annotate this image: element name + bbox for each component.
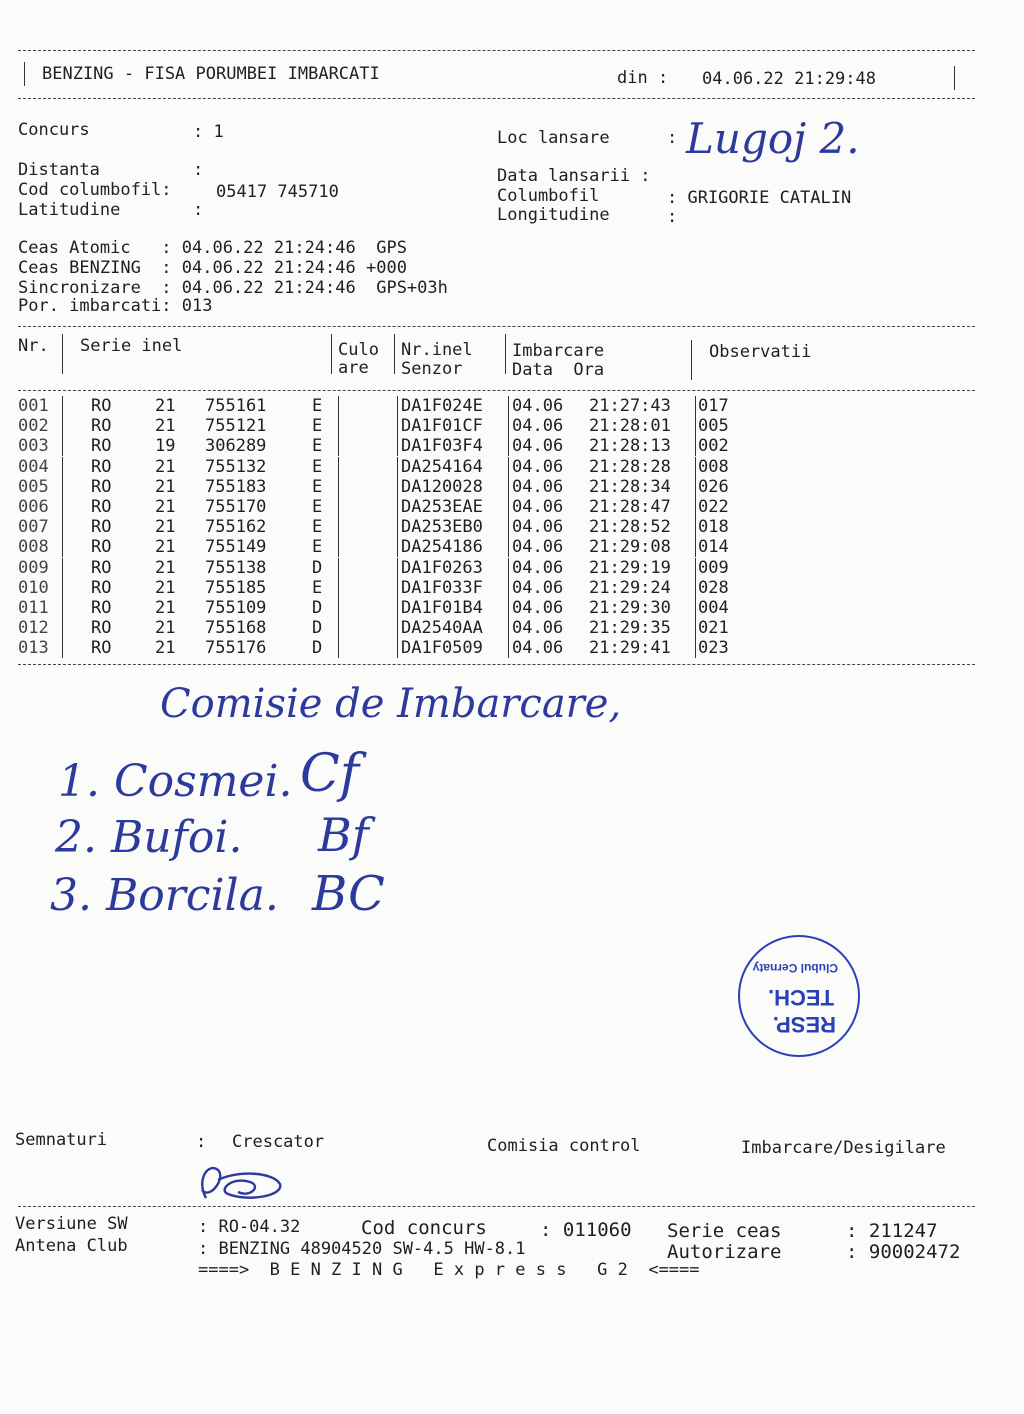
row-divider [62, 477, 63, 497]
clock-sincronizare: Sincronizare : 04.06.22 21:24:46 GPS+03h [18, 278, 448, 298]
row-divider [338, 618, 339, 638]
row-ring: 755149 [205, 537, 267, 557]
row-divider [508, 517, 509, 537]
row-nr: 011 [18, 598, 49, 618]
autorizare-label: Autorizare [667, 1241, 782, 1263]
row-divider [695, 618, 696, 638]
row-divider [695, 396, 696, 416]
row-nr: 012 [18, 618, 49, 638]
col-header-observatii: Observatii [709, 342, 812, 362]
col-header-nr: Nr. [18, 336, 49, 356]
row-divider [508, 618, 509, 638]
row-obs: 014 [698, 537, 729, 557]
col-header-imbarcare: Imbarcare [512, 341, 605, 361]
row-time: 21:29:35 [589, 618, 671, 638]
benzing-banner: ====> B E N Z I N G E x p r e s s G 2 <==== [198, 1260, 700, 1280]
row-sex: E [312, 396, 323, 416]
col-divider [331, 334, 332, 374]
row-divider [62, 537, 63, 557]
row-divider [62, 638, 63, 658]
row-country: RO [91, 436, 112, 456]
row-divider [338, 638, 339, 658]
row-divider [397, 477, 398, 497]
col-header-are: are [338, 358, 369, 378]
row-sex: E [312, 436, 323, 456]
semnaturi-colon: : [196, 1132, 207, 1152]
row-divider [397, 638, 398, 658]
row-divider [508, 396, 509, 416]
row-obs: 021 [698, 618, 729, 638]
row-year: 21 [155, 638, 176, 658]
row-ring: 755161 [205, 396, 267, 416]
row-sex: E [312, 497, 323, 517]
col-divider [62, 334, 63, 374]
row-obs: 018 [698, 517, 729, 537]
row-year: 21 [155, 618, 176, 638]
row-divider [62, 497, 63, 517]
row-country: RO [91, 558, 112, 578]
row-divider [338, 416, 339, 436]
row-date: 04.06 [512, 578, 564, 598]
row-divider [508, 497, 509, 517]
col-divider [691, 340, 692, 380]
row-sex: E [312, 457, 323, 477]
row-year: 21 [155, 578, 176, 598]
row-divider [508, 416, 509, 436]
row-year: 21 [155, 477, 176, 497]
row-ring: 755109 [205, 598, 267, 618]
row-time: 21:28:13 [589, 436, 671, 456]
row-divider [338, 497, 339, 517]
row-ring: 755162 [205, 517, 267, 537]
row-divider [397, 396, 398, 416]
longitudine-label: Longitudine [497, 205, 610, 225]
clock-atomic: Ceas Atomic : 04.06.22 21:24:46 GPS [18, 238, 407, 258]
row-divider [695, 638, 696, 658]
row-ring: 755170 [205, 497, 267, 517]
row-nr: 013 [18, 638, 49, 658]
columbofil-value: : GRIGORIE CATALIN [667, 188, 852, 208]
row-nr: 008 [18, 537, 49, 557]
latitudine-value: : [193, 200, 204, 220]
stamp-line-3: Clubul Cernaty [752, 961, 838, 975]
commission-signature-1: Cf [300, 744, 360, 804]
footer-rule [18, 1206, 975, 1207]
row-date: 04.06 [512, 618, 564, 638]
row-divider [397, 416, 398, 436]
row-divider [695, 436, 696, 456]
concurs-value: : 1 [193, 122, 224, 142]
col-header-data-ora: Data Ora [512, 360, 605, 380]
row-obs: 017 [698, 396, 729, 416]
row-date: 04.06 [512, 457, 564, 477]
row-year: 21 [155, 558, 176, 578]
row-divider [62, 558, 63, 578]
stamp-line-1: RESP. [772, 1012, 836, 1037]
row-nr: 002 [18, 416, 49, 436]
row-obs: 026 [698, 477, 729, 497]
row-date: 04.06 [512, 477, 564, 497]
club-stamp [738, 935, 860, 1057]
row-sensor: DA1F01CF [401, 416, 483, 436]
row-nr: 007 [18, 517, 49, 537]
row-date: 04.06 [512, 436, 564, 456]
clock-benzing: Ceas BENZING : 04.06.22 21:24:46 +000 [18, 258, 407, 278]
row-divider [338, 477, 339, 497]
semnaturi-label: Semnaturi [15, 1130, 108, 1150]
row-divider [338, 396, 339, 416]
row-date: 04.06 [512, 537, 564, 557]
row-country: RO [91, 618, 112, 638]
row-sensor: DA1F0509 [401, 638, 483, 658]
row-divider [338, 558, 339, 578]
row-divider [62, 436, 63, 456]
row-ring: 755183 [205, 477, 267, 497]
antena-value: : BENZING 48904520 SW-4.5 HW-8.1 [198, 1239, 526, 1259]
row-divider [338, 598, 339, 618]
row-divider [62, 457, 63, 477]
row-sensor: DA253EAE [401, 497, 483, 517]
row-sex: D [312, 618, 323, 638]
cod-concurs-value: : 011060 [540, 1219, 632, 1241]
row-obs: 028 [698, 578, 729, 598]
row-divider [62, 416, 63, 436]
header-right-bar [954, 66, 955, 90]
row-time: 21:28:34 [589, 477, 671, 497]
row-nr: 003 [18, 436, 49, 456]
commission-member-1: 1. Cosmei. [58, 756, 293, 807]
col-divider [394, 334, 395, 374]
comisia-control-label: Comisia control [487, 1136, 641, 1156]
row-sex: E [312, 416, 323, 436]
row-year: 21 [155, 497, 176, 517]
header-top-rule [18, 50, 975, 51]
commission-member-2: 2. Bufoi. [55, 812, 243, 863]
row-divider [397, 436, 398, 456]
row-time: 21:29:41 [589, 638, 671, 658]
row-sex: D [312, 598, 323, 618]
row-divider [397, 618, 398, 638]
imbarcare-desigilare-label: Imbarcare/Desigilare [741, 1138, 946, 1158]
row-divider [62, 517, 63, 537]
row-divider [695, 598, 696, 618]
commission-signature-2: Bf [318, 808, 369, 862]
row-sensor: DA1F01B4 [401, 598, 483, 618]
row-divider [508, 436, 509, 456]
row-divider [338, 517, 339, 537]
longitudine-value: : [667, 207, 678, 227]
col-header-serie: Serie inel [80, 336, 183, 356]
row-sensor: DA1F03F4 [401, 436, 483, 456]
row-time: 21:28:28 [589, 457, 671, 477]
row-divider [397, 598, 398, 618]
row-time: 21:28:01 [589, 416, 671, 436]
row-sensor: DA120028 [401, 477, 483, 497]
row-sex: E [312, 517, 323, 537]
row-sex: E [312, 578, 323, 598]
row-country: RO [91, 598, 112, 618]
crescator-signature [188, 1150, 298, 1210]
cod-concurs-label: Cod concurs [361, 1217, 487, 1239]
commission-heading: Comisie de Imbarcare, [160, 681, 622, 727]
row-divider [695, 416, 696, 436]
row-country: RO [91, 537, 112, 557]
row-divider [508, 558, 509, 578]
row-divider [508, 638, 509, 658]
serie-ceas-value: : 211247 [846, 1220, 938, 1242]
row-ring: 755176 [205, 638, 267, 658]
row-time: 21:29:19 [589, 558, 671, 578]
row-time: 21:29:30 [589, 598, 671, 618]
table-header-rule [18, 390, 975, 391]
row-divider [397, 517, 398, 537]
row-obs: 005 [698, 416, 729, 436]
row-obs: 022 [698, 497, 729, 517]
row-divider [695, 578, 696, 598]
row-divider [62, 396, 63, 416]
row-sensor: DA254164 [401, 457, 483, 477]
distanta-label: Distanta [18, 160, 100, 180]
row-year: 19 [155, 436, 176, 456]
row-time: 21:27:43 [589, 396, 671, 416]
row-year: 21 [155, 457, 176, 477]
col-header-nrinel: Nr.inel [401, 340, 473, 360]
row-obs: 023 [698, 638, 729, 658]
row-sensor: DA253EB0 [401, 517, 483, 537]
row-sex: D [312, 558, 323, 578]
col-header-senzor: Senzor [401, 359, 463, 379]
row-divider [508, 457, 509, 477]
row-divider [695, 477, 696, 497]
row-year: 21 [155, 537, 176, 557]
row-sex: E [312, 537, 323, 557]
row-sensor: DA254186 [401, 537, 483, 557]
row-year: 21 [155, 517, 176, 537]
header-din-label: din : [617, 68, 669, 88]
pigeons-embarked: Por. imbarcati: 013 [18, 296, 213, 316]
versiune-label: Versiune SW [15, 1214, 128, 1234]
row-sensor: DA1F0263 [401, 558, 483, 578]
row-divider [397, 558, 398, 578]
row-country: RO [91, 477, 112, 497]
header-left-bar [24, 62, 25, 86]
row-divider [397, 578, 398, 598]
row-time: 21:29:24 [589, 578, 671, 598]
concurs-label: Concurs [18, 120, 90, 140]
commission-member-3: 3. Borcila. [50, 870, 279, 921]
row-date: 04.06 [512, 558, 564, 578]
latitudine-label: Latitudine [18, 200, 121, 220]
table-top-rule [18, 326, 975, 327]
columbofil-label: Columbofil [497, 186, 600, 206]
row-divider [695, 517, 696, 537]
distanta-value: : [193, 160, 204, 180]
row-sex: D [312, 638, 323, 658]
row-date: 04.06 [512, 497, 564, 517]
loc-lansare-label: Loc lansare [497, 128, 610, 148]
stamp-line-2: TECH. [768, 985, 834, 1010]
row-nr: 009 [18, 558, 49, 578]
serie-ceas-label: Serie ceas [667, 1220, 782, 1242]
row-ring: 755185 [205, 578, 267, 598]
row-divider [508, 598, 509, 618]
row-time: 21:29:08 [589, 537, 671, 557]
row-date: 04.06 [512, 416, 564, 436]
row-ring: 755168 [205, 618, 267, 638]
row-country: RO [91, 416, 112, 436]
row-divider [695, 558, 696, 578]
row-divider [508, 578, 509, 598]
row-country: RO [91, 457, 112, 477]
document-title: BENZING - FISA PORUMBEI IMBARCATI [42, 64, 380, 84]
row-divider [397, 497, 398, 517]
row-obs: 009 [698, 558, 729, 578]
row-ring: 755121 [205, 416, 267, 436]
row-sensor: DA1F033F [401, 578, 483, 598]
row-divider [62, 598, 63, 618]
row-sex: E [312, 477, 323, 497]
row-country: RO [91, 517, 112, 537]
row-divider [62, 618, 63, 638]
row-nr: 005 [18, 477, 49, 497]
row-ring: 755138 [205, 558, 267, 578]
row-time: 21:28:52 [589, 517, 671, 537]
row-divider [338, 436, 339, 456]
row-divider [695, 537, 696, 557]
commission-signature-3: BC [312, 866, 385, 922]
row-divider [695, 497, 696, 517]
row-year: 21 [155, 598, 176, 618]
row-divider [397, 457, 398, 477]
row-ring: 306289 [205, 436, 267, 456]
row-sensor: DA2540AA [401, 618, 483, 638]
header-bottom-rule [18, 98, 975, 99]
row-country: RO [91, 396, 112, 416]
cod-columbofil-label: Cod columbofil: [18, 180, 172, 200]
crescator-label: Crescator [232, 1132, 325, 1152]
loc-lansare-colon: : [667, 128, 678, 148]
row-date: 04.06 [512, 517, 564, 537]
row-time: 21:28:47 [589, 497, 671, 517]
row-divider [338, 537, 339, 557]
row-divider [397, 537, 398, 557]
cod-columbofil-value: 05417 745710 [216, 182, 339, 202]
data-lansarii-label: Data lansarii : [497, 166, 651, 186]
row-nr: 001 [18, 396, 49, 416]
row-divider [338, 578, 339, 598]
row-divider [695, 457, 696, 477]
row-obs: 004 [698, 598, 729, 618]
autorizare-value: : 90002472 [846, 1241, 961, 1263]
col-divider [505, 334, 506, 374]
row-nr: 004 [18, 457, 49, 477]
row-divider [508, 477, 509, 497]
row-date: 04.06 [512, 598, 564, 618]
row-country: RO [91, 497, 112, 517]
col-header-culo: Culo [338, 340, 379, 360]
row-divider [62, 578, 63, 598]
row-nr: 010 [18, 578, 49, 598]
header-datetime: 04.06.22 21:29:48 [702, 69, 876, 89]
row-date: 04.06 [512, 396, 564, 416]
row-country: RO [91, 638, 112, 658]
row-sensor: DA1F024E [401, 396, 483, 416]
versiune-value: : RO-04.32 [198, 1217, 301, 1237]
row-ring: 755132 [205, 457, 267, 477]
row-divider [508, 537, 509, 557]
row-year: 21 [155, 396, 176, 416]
loc-lansare-handwritten: Lugoj 2. [686, 114, 860, 163]
row-obs: 008 [698, 457, 729, 477]
row-country: RO [91, 578, 112, 598]
antena-label: Antena Club [15, 1236, 128, 1256]
table-bottom-rule [18, 664, 975, 665]
row-divider [338, 457, 339, 477]
row-year: 21 [155, 416, 176, 436]
row-date: 04.06 [512, 638, 564, 658]
row-obs: 002 [698, 436, 729, 456]
row-nr: 006 [18, 497, 49, 517]
